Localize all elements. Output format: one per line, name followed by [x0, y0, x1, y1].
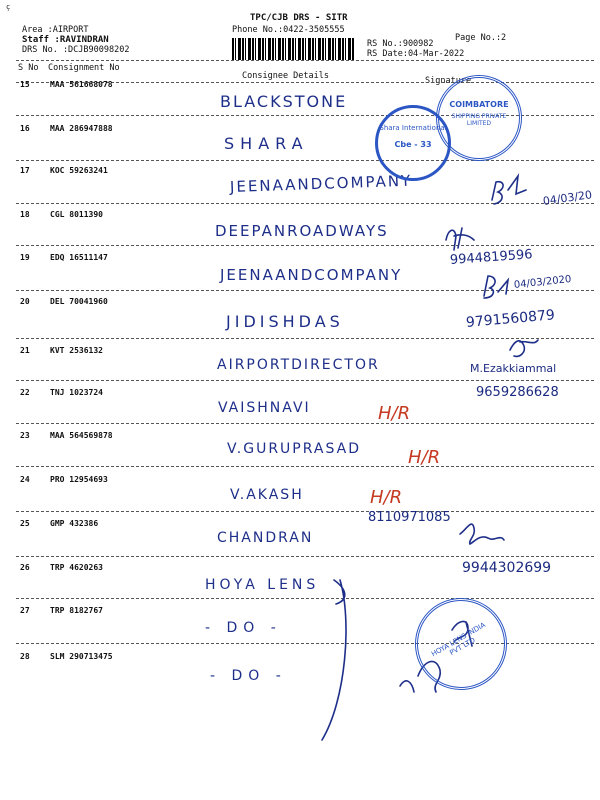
- row-consignee: JEENAANDCOMPANY: [229, 171, 413, 196]
- row-sno: 15: [20, 80, 30, 89]
- row-consignee: CHANDRAN: [217, 530, 314, 546]
- row-consignee: JIDISHDAS: [226, 312, 344, 331]
- row-consignee: - DO -: [210, 668, 287, 684]
- row-consignment: PRO 12954693: [50, 475, 108, 484]
- row-consignee: SHARA: [224, 134, 309, 153]
- col-consignee: Consignee Details: [242, 71, 329, 81]
- row-sno: 24: [20, 475, 30, 484]
- phone-number: Phone No.:0422-3505555: [232, 25, 345, 35]
- row-consignee: VAISHNAVI: [218, 400, 311, 416]
- receiver-phone: 9659286628: [476, 385, 559, 400]
- signature: [492, 176, 526, 204]
- handover-mark: H/R: [370, 487, 403, 508]
- receiver-phone: 9944819596: [449, 247, 534, 268]
- row-consignment: DEL 70041960: [50, 297, 108, 306]
- row-consignment: EDQ 16511147: [50, 253, 108, 262]
- document-title: TPC/CJB DRS - SITR: [250, 13, 348, 23]
- row-consignment: TRP 4620263: [50, 563, 103, 572]
- row-sno: 21: [20, 346, 30, 355]
- row-consignee: V.AKASH: [230, 487, 304, 503]
- row-sno: 23: [20, 431, 30, 440]
- receiver-name: M.Ezakkiammal: [470, 362, 557, 375]
- area-label: Area :AIRPORT: [22, 25, 89, 35]
- signature: [322, 580, 346, 740]
- page-number: Page No.:2: [455, 33, 507, 43]
- signature: [510, 340, 538, 356]
- row-sno: 18: [20, 210, 30, 219]
- col-signature: Signature: [425, 76, 472, 86]
- delivery-date: 04/03/20: [542, 188, 593, 208]
- receiver-phone: 8110971085: [368, 510, 451, 525]
- row-consignment: TNJ 1023724: [50, 388, 103, 397]
- row-consignment: GMP 432386: [50, 519, 99, 528]
- row-sno: 17: [20, 166, 30, 175]
- row-consignment: MAA 286947888: [50, 124, 113, 133]
- stamp-text: HOYA LENS INDIA PVT LTD: [430, 620, 487, 659]
- row-sno: 19: [20, 253, 30, 262]
- row-consignee: - DO -: [205, 620, 282, 636]
- signature: [446, 228, 474, 250]
- stamp-text: Cbe - 33: [394, 140, 432, 149]
- row-consignment: KVT 2536132: [50, 346, 103, 355]
- row-consignment: SLM 290713475: [50, 652, 113, 661]
- row-consignment: MAA 561668078: [50, 80, 113, 89]
- row-sno: 22: [20, 388, 30, 397]
- handover-mark: H/R: [378, 403, 411, 424]
- staff-label: Staff :RAVINDRAN: [22, 35, 109, 45]
- delivery-date: 04/03/2020: [513, 274, 572, 291]
- row-sno: 25: [20, 519, 30, 528]
- row-sno: 20: [20, 297, 30, 306]
- row-sno: 28: [20, 652, 30, 661]
- row-sno: 16: [20, 124, 30, 133]
- row-consignment: KOC 59263241: [50, 166, 108, 175]
- col-sno: S No: [18, 63, 39, 73]
- row-consignee: HOYA LENS: [205, 577, 320, 593]
- row-consignment: CGL 8011390: [50, 210, 103, 219]
- stamp-text: SHIPPING PRIVATE LIMITED: [451, 113, 507, 127]
- handover-mark: H/R: [408, 447, 441, 468]
- corner-mark: ç: [6, 3, 11, 11]
- receiver-phone: 9944302699: [462, 560, 552, 576]
- receiver-phone: 9791560879: [465, 307, 556, 331]
- row-sno: 27: [20, 606, 30, 615]
- row-consignee: V.GURUPRASAD: [227, 441, 361, 457]
- stamp-text: COIMBATORE: [449, 100, 509, 109]
- signature: [484, 276, 508, 298]
- row-consignee: DEEPANROADWAYS: [215, 222, 389, 240]
- row-consignment: TRP 8182767: [50, 606, 103, 615]
- stamp-text: Shara International: [379, 124, 447, 132]
- company-stamp: [436, 75, 522, 161]
- rs-date: RS Date:04-Mar-2022: [367, 49, 465, 59]
- row-sno: 26: [20, 563, 30, 572]
- row-consignee: JEENAANDCOMPANY: [220, 266, 403, 284]
- signature: [460, 524, 504, 544]
- rs-number: RS No.:900982: [367, 39, 434, 49]
- row-consignment: MAA 564569878: [50, 431, 113, 440]
- col-consignment: Consignment No: [48, 63, 120, 73]
- row-consignee: BLACKSTONE: [220, 92, 348, 111]
- row-consignee: AIRPORTDIRECTOR: [217, 357, 380, 373]
- drs-number: DRS No. :DCJB90098202: [22, 45, 130, 55]
